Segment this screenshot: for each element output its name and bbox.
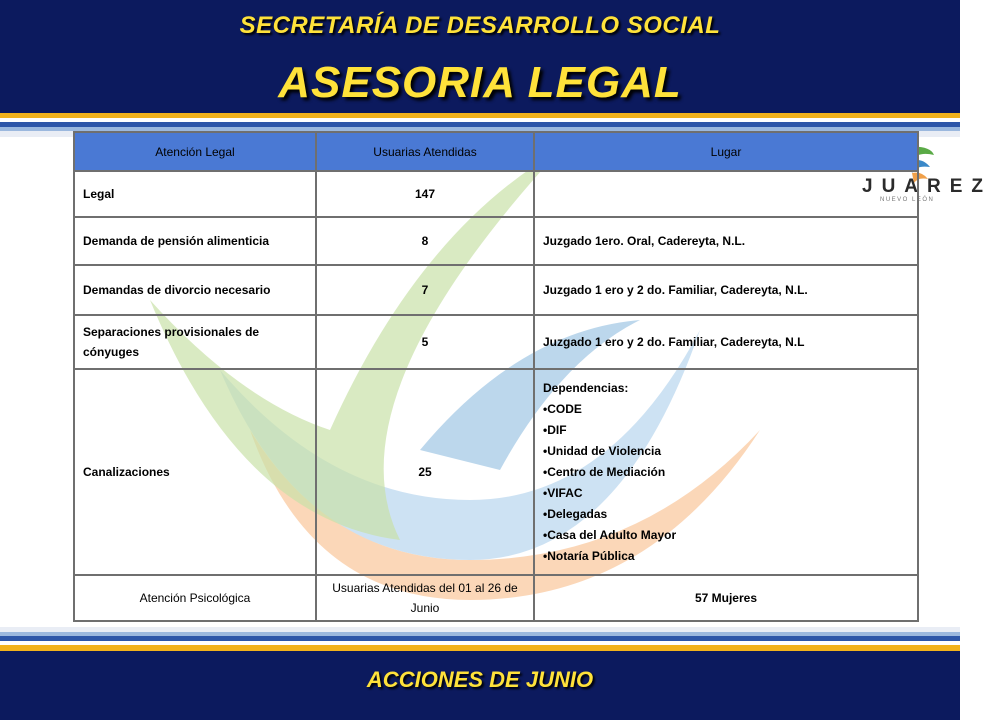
list-item: •Delegadas xyxy=(543,506,608,521)
table-row xyxy=(74,315,918,369)
table-header-row xyxy=(74,132,918,171)
column-header: Lugar xyxy=(534,132,918,171)
page-header xyxy=(0,0,960,113)
row-label: Legal xyxy=(74,171,316,217)
row-count: 5 xyxy=(316,315,534,369)
list-item: •Notaría Pública xyxy=(543,548,635,563)
logo-wordmark: JUAREZ xyxy=(862,176,992,197)
table-row xyxy=(74,217,918,265)
page-footer xyxy=(0,651,960,720)
table-row xyxy=(74,171,918,217)
row-count: 7 xyxy=(316,265,534,315)
row-label: Demanda de pensión alimenticia xyxy=(74,217,316,265)
table-row xyxy=(74,369,918,575)
list-item: •DIF xyxy=(543,422,567,437)
dependencies-title: Dependencias: xyxy=(543,380,629,395)
logo-subtitle: NUEVO LEÓN xyxy=(880,197,935,203)
table-row xyxy=(74,265,918,315)
row-place: Juzgado 1 ero y 2 do. Familiar, Cadereyta, N.L. xyxy=(534,265,918,315)
row-place: Juzgado 1ero. Oral, Cadereyta, N.L. xyxy=(534,217,918,265)
row-place xyxy=(534,171,918,217)
row-count: Usuarias Atendidas del 01 al 26 de Junio xyxy=(316,575,534,621)
row-label: Demandas de divorcio necesario xyxy=(74,265,316,315)
footer-title: ACCIONES DE JUNIO xyxy=(366,667,594,692)
footer-stripes xyxy=(0,627,960,651)
row-count: 8 xyxy=(316,217,534,265)
organization-name: SECRETARÍA DE DESARROLLO SOCIAL xyxy=(239,12,721,39)
row-place-list xyxy=(534,369,918,575)
table-row xyxy=(74,575,918,621)
list-item: •Casa del Adulto Mayor xyxy=(543,527,677,542)
list-item: •Unidad de Violencia xyxy=(543,443,662,458)
row-count: 147 xyxy=(316,171,534,217)
legal-assistance-table xyxy=(73,131,919,622)
column-header: Atención Legal xyxy=(74,132,316,171)
row-place: 57 Mujeres xyxy=(534,575,918,621)
row-label: Canalizaciones xyxy=(74,369,316,575)
row-label: Atención Psicológica xyxy=(74,575,316,621)
row-label: Separaciones provisionales de cónyuges xyxy=(74,315,316,369)
row-count: 25 xyxy=(316,369,534,575)
column-header: Usuarias Atendidas xyxy=(316,132,534,171)
list-item: •VIFAC xyxy=(543,485,583,500)
row-place: Juzgado 1 ero y 2 do. Familiar, Cadereyta, N.L xyxy=(534,315,918,369)
list-item: •Centro de Mediación xyxy=(543,464,666,479)
page-title: ASESORIA LEGAL xyxy=(278,58,682,107)
list-item: •CODE xyxy=(543,401,582,416)
